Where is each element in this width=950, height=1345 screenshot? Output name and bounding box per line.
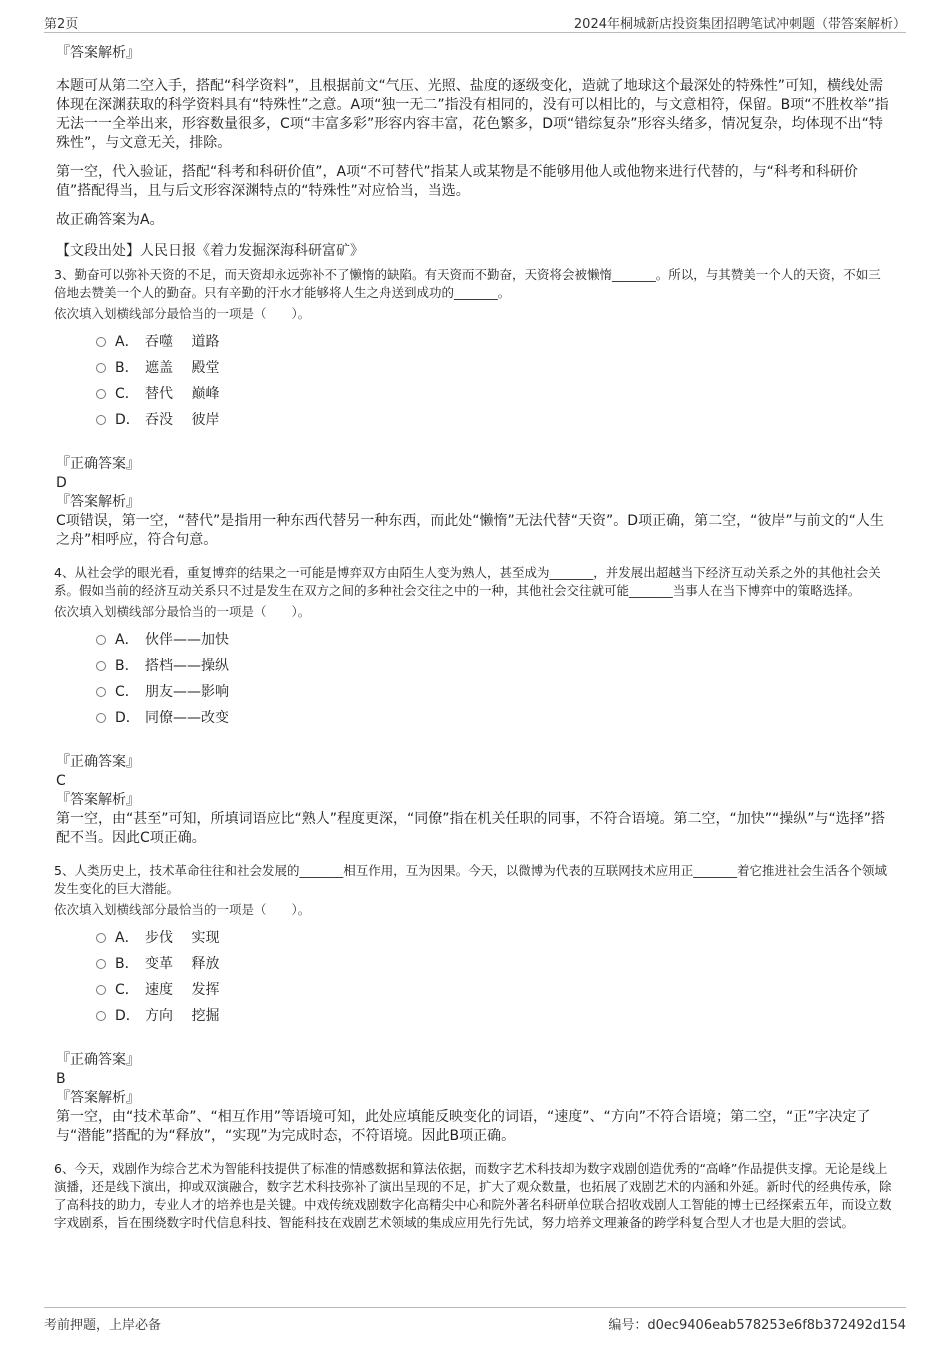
question-4 (56, 564, 892, 848)
answer-label: 『正确答案』 (56, 754, 140, 770)
footer-slogan: 考前押题，上岸必备 (44, 1318, 162, 1333)
radio-icon[interactable] (96, 687, 106, 697)
option-b[interactable]: B． 变革 释放 (96, 951, 892, 977)
option-a[interactable]: A． 伙伴——加快 (96, 627, 892, 653)
q2-analysis-paragraph-1: 本题可从第二空入手，搭配“科学资料”，且根据前文“气压、光照、盐度的逐级变化，造就了地球这个最深处的特殊性”可知，横线处需体现在深渊获取的科学资料具有“特殊性”之意。A项“独一无二”指没有相同的，没有可以相比的，与文意相符，保留。B项“不胜枚举”指无法一一全举出来，形容数量很多，C项“丰富多彩”形容内容丰富，花色繁多，D项“错综复杂”形容头绪多，情况复杂，均体现不出“特殊性”，与文意无关，排除。 (56, 78, 889, 151)
document-title: 2024年桐城新店投资集团招聘笔试冲刺题（带答案解析） (573, 17, 906, 32)
answer-value: D (56, 475, 67, 491)
question-text: 5、人类历史上，技术革命往往和社会发展的_______相互作用，互为因果。今天，以微博为代表的互联网技术应用正_______着它推进社会生活各个领域发生变化的巨大潜能。 (54, 863, 887, 896)
option-list (96, 925, 892, 1029)
question-3 (56, 266, 892, 550)
page-footer (44, 1307, 906, 1333)
option-d[interactable]: D． 方向 挖掘 (96, 1003, 892, 1029)
page-header (44, 10, 906, 33)
radio-icon[interactable] (96, 337, 106, 347)
analysis-label: 『答案解析』 (56, 792, 140, 808)
radio-icon[interactable] (96, 661, 106, 671)
radio-icon[interactable] (96, 1011, 106, 1021)
question-ask: 依次填入划横线部分最恰当的一项是（ ）。 (54, 604, 311, 619)
q2-source: 【文段出处】人民日报《着力发掘深海科研富矿》 (56, 243, 364, 259)
option-a[interactable]: A． 步伐 实现 (96, 925, 892, 951)
q2-analysis-paragraph-2: 第一空，代入验证，搭配“科考和科研价值”，A项“不可替代”指某人或某物是不能够用他人或他物来进行代替的，与“科考和科研价值”搭配得当，且与后文形容深渊特点的“特殊性”对应恰当，当选。 (56, 164, 858, 199)
radio-icon[interactable] (96, 985, 106, 995)
radio-icon[interactable] (96, 713, 106, 723)
option-a[interactable]: A． 吞噬 道路 (96, 329, 892, 355)
page-number: 第2页 (44, 17, 79, 32)
analysis-text: C项错误，第一空，“替代”是指用一种东西代替另一种东西，而此处“懒惰”无法代替“天资”。D项正确，第二空，“彼岸”与前文的“人生之舟”相呼应，符合句意。 (56, 513, 884, 548)
option-list (96, 627, 892, 731)
option-c[interactable]: C． 替代 巅峰 (96, 381, 892, 407)
radio-icon[interactable] (96, 933, 106, 943)
question-text: 3、勤奋可以弥补天资的不足，而天资却永远弥补不了懒惰的缺陷。有天资而不勤奋，天资将会被懒惰_______。所以，与其赞美一个人的天资，不如三倍地去赞美一个人的勤奋。只有辛勤的汗水才能够将人生之舟送到成功的_______。 (54, 267, 881, 300)
answer-label: 『正确答案』 (56, 456, 140, 472)
analysis-label: 『答案解析』 (56, 1090, 140, 1106)
question-text: 6、今天，戏剧作为综合艺术为智能科技提供了标准的情感数据和算法依据，而数字艺术科技却为数字戏剧创造优秀的“高峰”作品提供支撑。无论是线上演播，还是线下演出，抑或双演融合，数字艺术科技弥补了演出呈现的不足，扩大了观众数量，也拓展了戏剧艺术的内涵和外延。新时代的经典传承，除了高科技的助力，专业人才的培养也是关键。中戏传统戏剧数字化高精尖中心和院外著名科研单位联合招收戏剧人工智能的博士已经探索五年，而设立数字戏剧系，旨在围绕数字时代信息科技、智能科技在戏剧艺术领域的集成应用先行先试，努力培养文理兼备的跨学科复合型人才也是大胆的尝试。 (54, 1161, 892, 1230)
answer-value: C (56, 773, 66, 789)
radio-icon[interactable] (96, 635, 106, 645)
radio-icon[interactable] (96, 959, 106, 969)
answer-label: 『正确答案』 (56, 1052, 140, 1068)
q2-conclusion: 故正确答案为A。 (56, 212, 164, 228)
document-code: 编号：d0ec9406eab578253e6f8b372492d154 (608, 1318, 906, 1333)
radio-icon[interactable] (96, 389, 106, 399)
option-d[interactable]: D． 同僚——改变 (96, 705, 892, 731)
radio-icon[interactable] (96, 363, 106, 373)
question-5 (56, 862, 892, 1146)
option-b[interactable]: B． 搭档——操纵 (96, 653, 892, 679)
question-text: 4、从社会学的眼光看，重复博弈的结果之一可能是博弈双方由陌生人变为熟人，甚至成为_______，并发展出超越当下经济互动关系之外的其他社会关系。假如当前的经济互动关系只不过是发生在双方之间的多种社会交往之中的一种，其他社会交往就可能_______当事人在当下博弈中的策略选择。 (54, 565, 881, 598)
option-c[interactable]: C． 朋友——影响 (96, 679, 892, 705)
option-d[interactable]: D． 吞没 彼岸 (96, 407, 892, 433)
analysis-label: 『答案解析』 (56, 494, 140, 510)
question-6 (56, 1160, 892, 1232)
analysis-text: 第一空，由“技术革命”、“相互作用”等语境可知，此处应填能反映变化的词语，“速度”、“方向”不符合语境；第二空，“正”字决定了与“潜能”搭配的为“释放”，“实现”为完成时态，不符语境。因此B项正确。 (56, 1109, 871, 1144)
option-c[interactable]: C． 速度 发挥 (96, 977, 892, 1003)
page-content (56, 44, 892, 1232)
option-b[interactable]: B． 遮盖 殿堂 (96, 355, 892, 381)
question-ask: 依次填入划横线部分最恰当的一项是（ ）。 (54, 306, 311, 321)
q2-analysis-label: 『答案解析』 (56, 45, 140, 61)
option-list (96, 329, 892, 433)
radio-icon[interactable] (96, 415, 106, 425)
analysis-text: 第一空，由“甚至”可知，所填词语应比“熟人”程度更深，“同僚”指在机关任职的同事，不符合语境。第二空，“加快”“操纵”与“选择”搭配不当。因此C项正确。 (56, 811, 886, 846)
question-ask: 依次填入划横线部分最恰当的一项是（ ）。 (54, 902, 311, 917)
answer-value: B (56, 1071, 66, 1087)
